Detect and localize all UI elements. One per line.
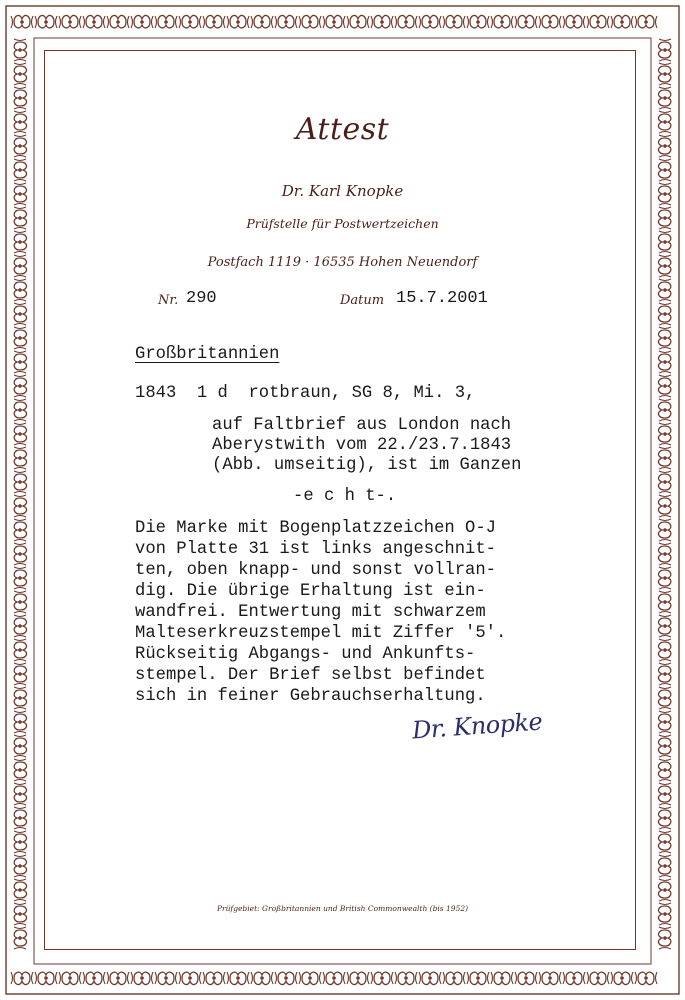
date-label: Datum	[340, 293, 385, 308]
postal-address: Postfach 1119 · 16535 Hohen Neuendorf	[207, 255, 478, 270]
handwritten-signature: Dr. Knopke	[411, 707, 544, 745]
paragraph-line: stempel. Der Brief selbst befindet	[135, 666, 486, 685]
certificate-number: 290	[186, 289, 217, 308]
number-label: Nr.	[158, 293, 179, 308]
paragraph-line: Die Marke mit Bogenplatzzeichen O-J	[135, 519, 496, 538]
paragraph-line: dig. Die übrige Erhaltung ist ein-	[135, 582, 486, 601]
detail-line: auf Faltbrief aus London nach	[212, 416, 512, 435]
detail-line: (Abb. umseitig), ist im Ganzen	[212, 456, 522, 475]
certificate-title: Attest	[295, 112, 390, 147]
paragraph-line: sich in feiner Gebrauchserhaltung.	[135, 687, 486, 706]
detail-line: Aberystwith vom 22./23.7.1843	[212, 436, 512, 455]
paragraph-line: wandfrei. Entwertung mit schwarzem	[135, 603, 486, 622]
paragraph-line: Malteserkreuzstempel mit Ziffer '5'.	[135, 624, 507, 643]
office-name: Prüfstelle für Postwertzeichen	[246, 216, 439, 231]
stamp-description: 1843 1 d rotbraun, SG 8, Mi. 3,	[135, 384, 476, 403]
paragraph-line: Rückseitig Abgangs- und Ankunfts-	[135, 645, 476, 664]
paragraph-line: ten, oben knapp- und sonst vollran-	[135, 561, 496, 580]
footer-note: Prüfgebiet: Großbritannien und British Commonwealth (bis 1952)	[216, 904, 469, 913]
certificate-date: 15.7.2001	[396, 289, 488, 308]
country-heading: Großbritannien	[135, 345, 280, 364]
expert-name: Dr. Karl Knopke	[281, 182, 404, 200]
verdict: -e c h t-.	[293, 487, 397, 506]
paragraph-line: von Platte 31 ist links angeschnit-	[135, 540, 496, 559]
